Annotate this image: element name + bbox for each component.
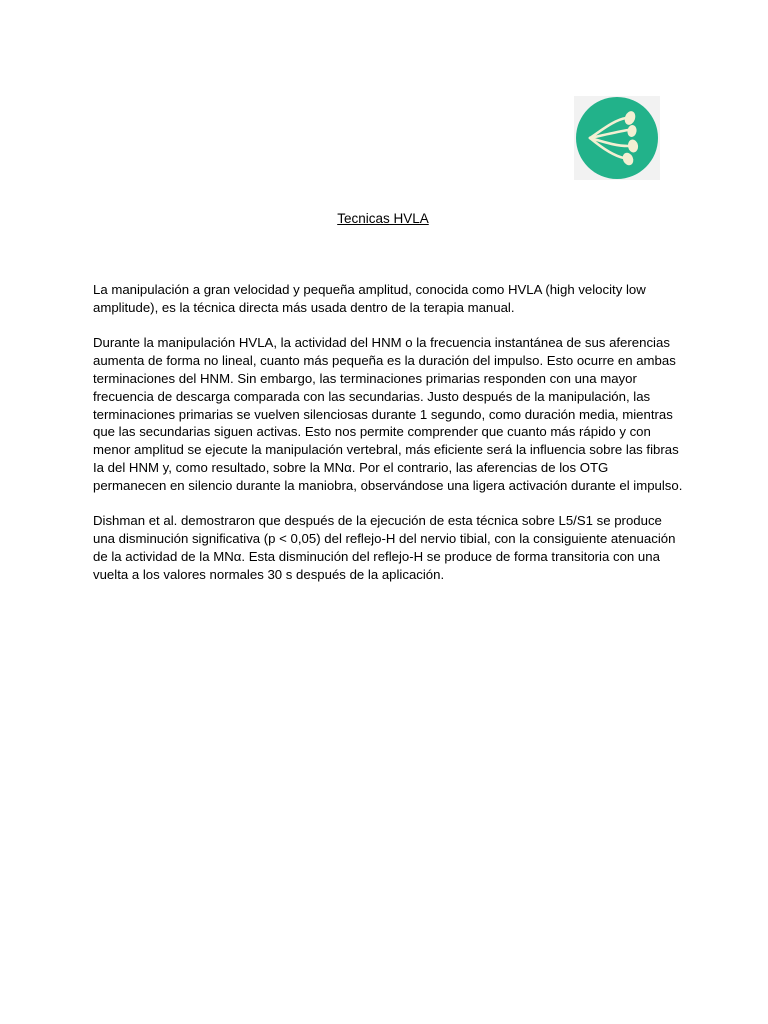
title-text: Tecnicas HVLA (337, 211, 429, 226)
document-body (93, 281, 683, 601)
document-title (0, 210, 766, 228)
paragraph: Dishman et al. demostraron que después de la ejecución de esta técnica sobre L5/S1 se produce una disminución significativa (p < 0,05) del reflejo-H del nervio tibial, con la consiguiente atenuación de la actividad de la MNα. Esta disminución del reflejo-H se produce de forma transitoria con una vuelta a los valores normales 30 s después de la aplicación. (93, 513, 676, 582)
paragraph: La manipulación a gran velocidad y pequeña amplitud, conocida como HVLA (high velocity low amplitude), es la técnica directa más usada dentro de la terapia manual. (93, 282, 646, 315)
logo (574, 96, 660, 180)
nerve-fibers-icon (574, 96, 660, 180)
paragraph: Durante la manipulación HVLA, la actividad del HNM o la frecuencia instantánea de sus aferencias aumenta de forma no lineal, cuanto más pequeña es la duración del impulso. Esto ocurre en ambas terminaciones del HNM. Sin embargo, las terminaciones primarias responden con una mayor frecuencia de descarga comparada con las secundarias. Justo después de la manipulación, las terminaciones primarias se vuelven silenciosas durante 1 segundo, como duración media, mientras que las secundarias siguen activas. Esto nos permite comprender que cuanto más rápido y con menor amplitud se ejecute la manipulación vertebral, más eficiente será la influencia sobre las fibras Ia del HNM y, como resultado, sobre la MNα. Por el contrario, las aferencias de los OTG permanecen en silencio durante la maniobra, observándose una ligera activación durante el impulso. (93, 335, 683, 493)
